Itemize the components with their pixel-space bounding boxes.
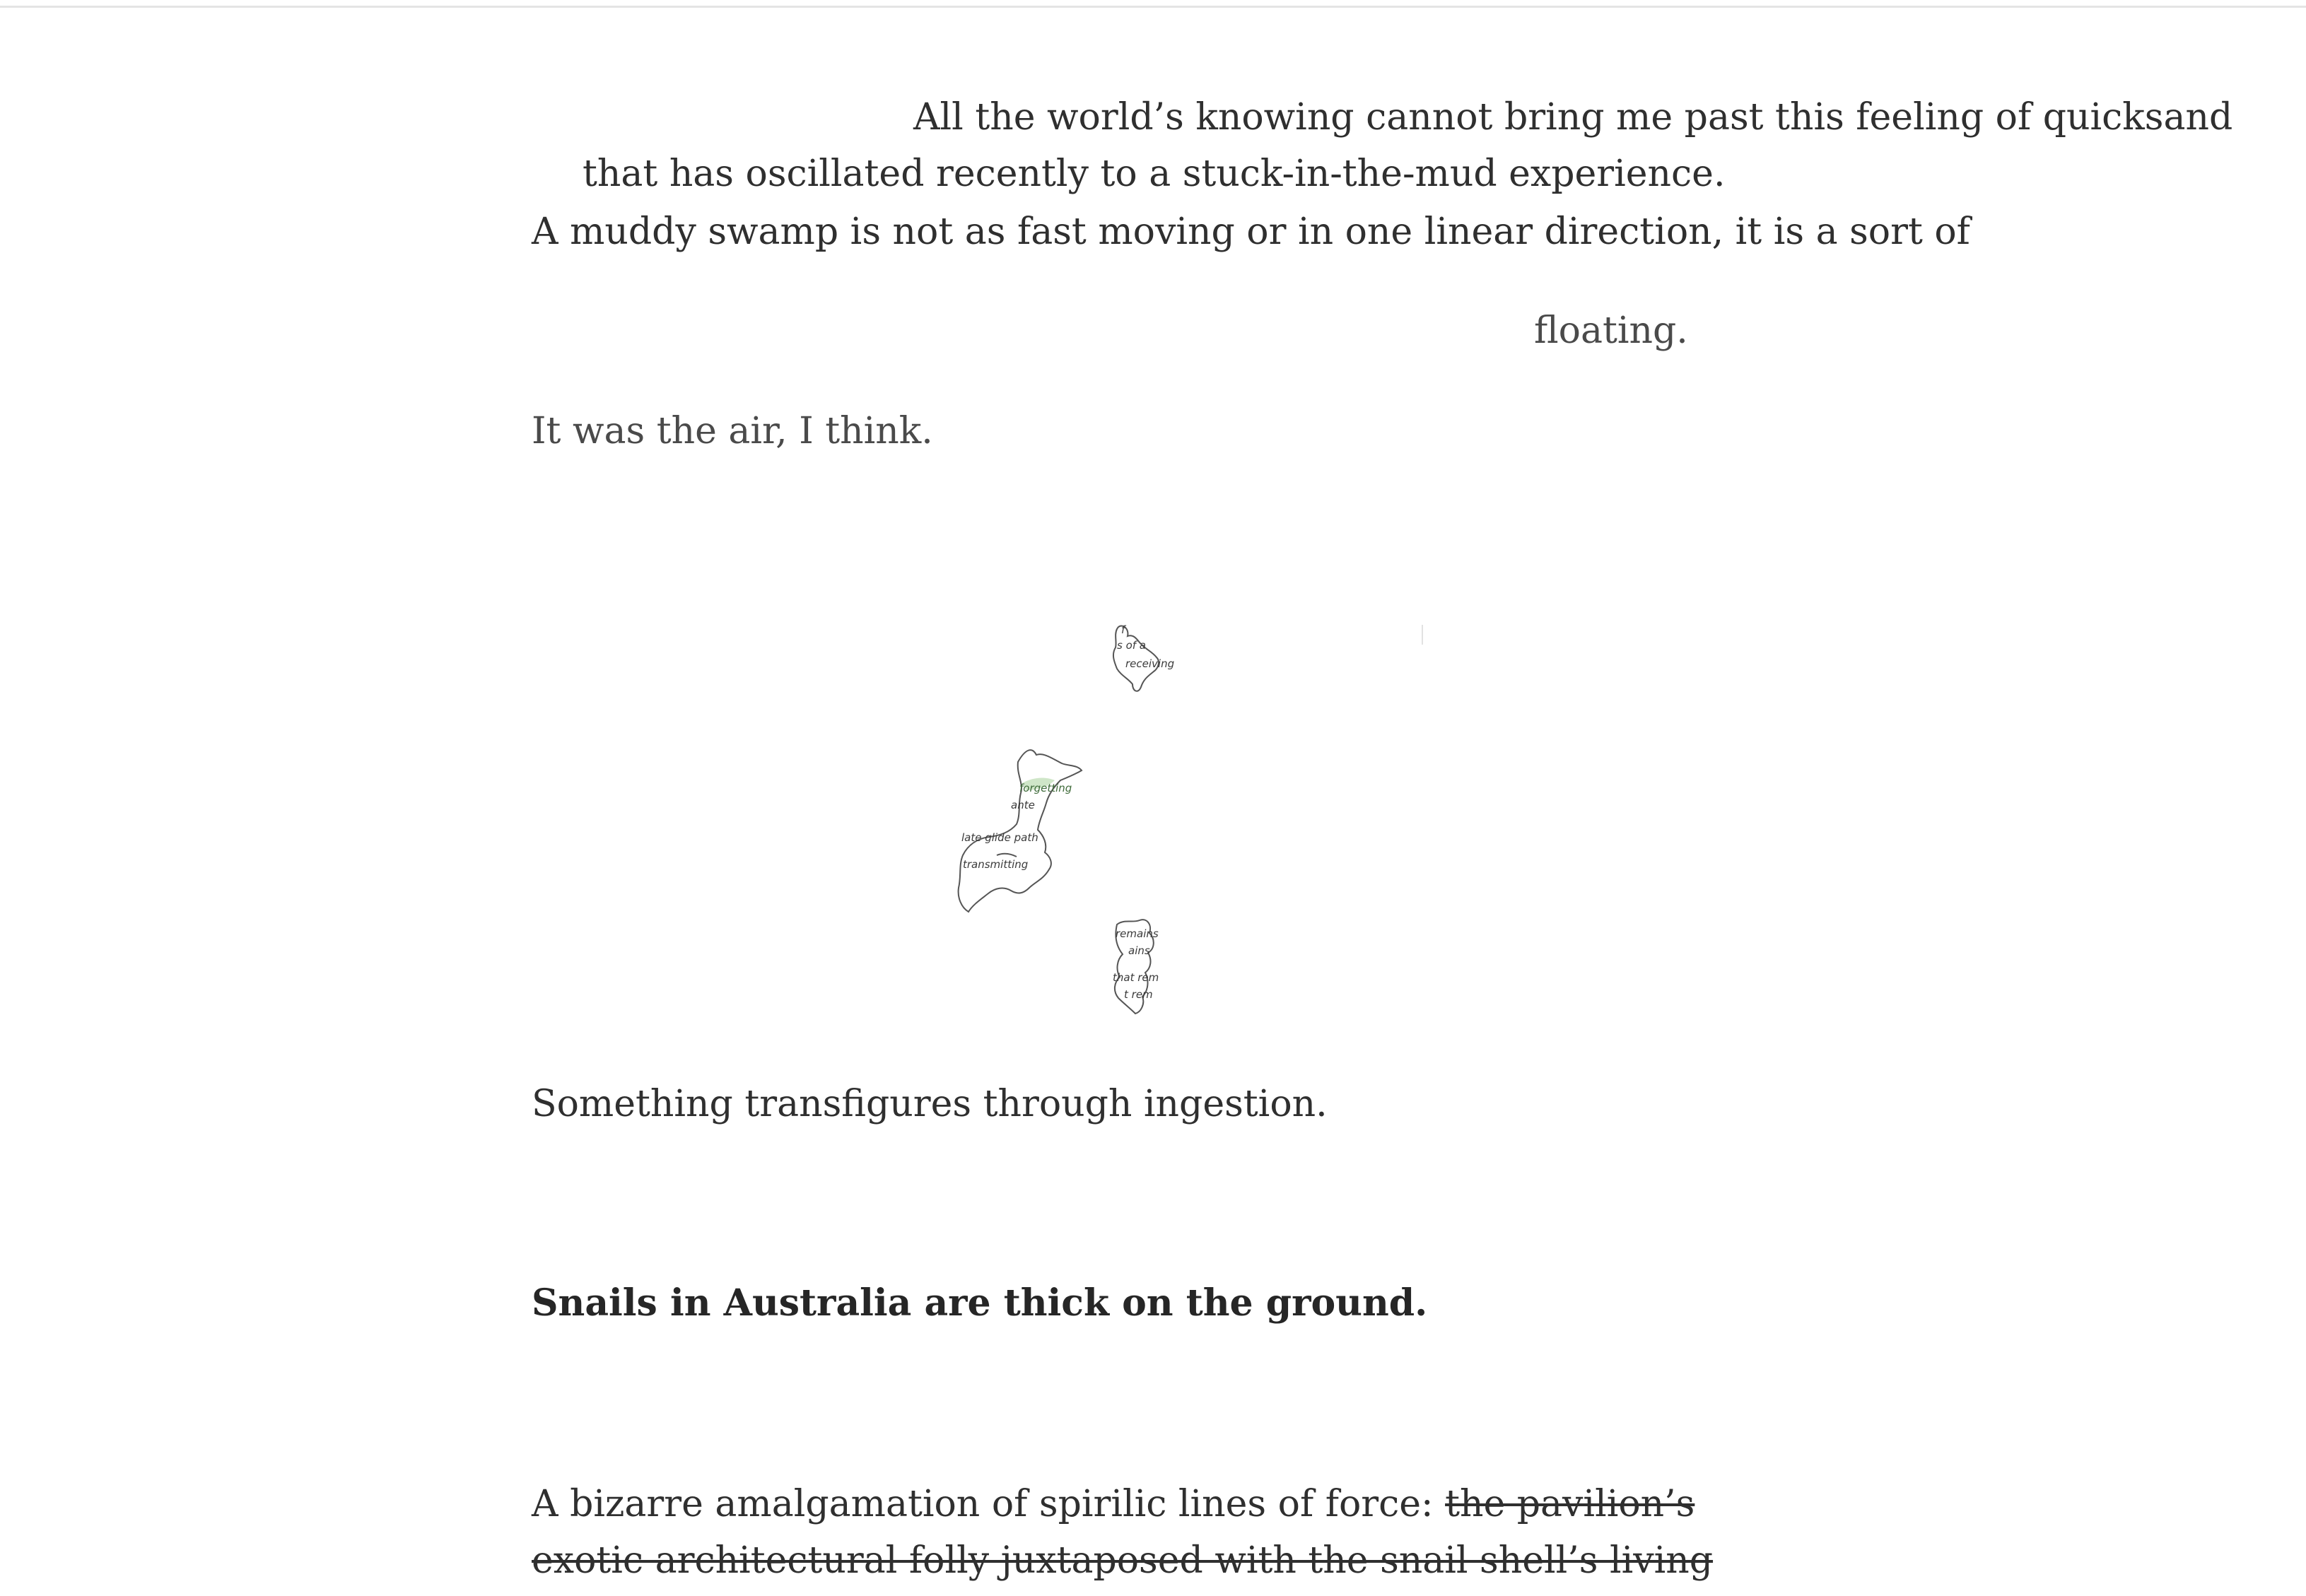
amalgamation-plain-text: A bizarre amalgamation of spirilic lines of force: <box>532 1483 1446 1525</box>
artwork-text-bottom-3: that rem <box>1113 971 1159 984</box>
struck-text-1: the pavilion’s <box>1445 1483 1695 1525</box>
poem-line-3: A muddy swamp is not as fast moving or in one linear direction, it is a sort of <box>532 211 1970 253</box>
artwork-text-left-3: late glide path <box>961 831 1038 844</box>
poem-line-amalgamation <box>532 1481 1695 1527</box>
artwork-text-left-2: ante <box>1011 799 1035 811</box>
artwork-text-top-1: f <box>1121 623 1125 636</box>
poem-line-snails: Snails in Australia are thick on the ground. <box>532 1281 1428 1325</box>
poem-line-ingestion: Something transfigures through ingestion. <box>532 1083 1328 1125</box>
artwork-text-left-1: forgetting <box>1019 782 1072 794</box>
artwork-text-bottom-1: remains <box>1116 927 1159 940</box>
poem-line-air: It was the air, I think. <box>532 410 933 452</box>
top-divider <box>0 6 2306 8</box>
artwork-text-bottom-4: t rem <box>1124 988 1153 1001</box>
artwork-text-bottom-2: ains <box>1128 944 1150 957</box>
artwork-text-top-3: receiving <box>1125 657 1175 670</box>
poem-line-1: All the world’s knowing cannot bring me past this feeling of quicksand <box>913 96 2233 139</box>
artwork-text-left-4: transmitting <box>963 858 1029 871</box>
struck-text-2: exotic architectural folly juxtaposed with the snail shell’s living <box>532 1539 1714 1582</box>
poem-line-floating: floating. <box>1534 310 1688 352</box>
poem-line-2: that has oscillated recently to a stuck-in-the-mud experience. <box>583 153 1726 195</box>
collage-artwork <box>905 608 1442 1032</box>
artwork-text-top-2: s of a <box>1117 639 1147 652</box>
